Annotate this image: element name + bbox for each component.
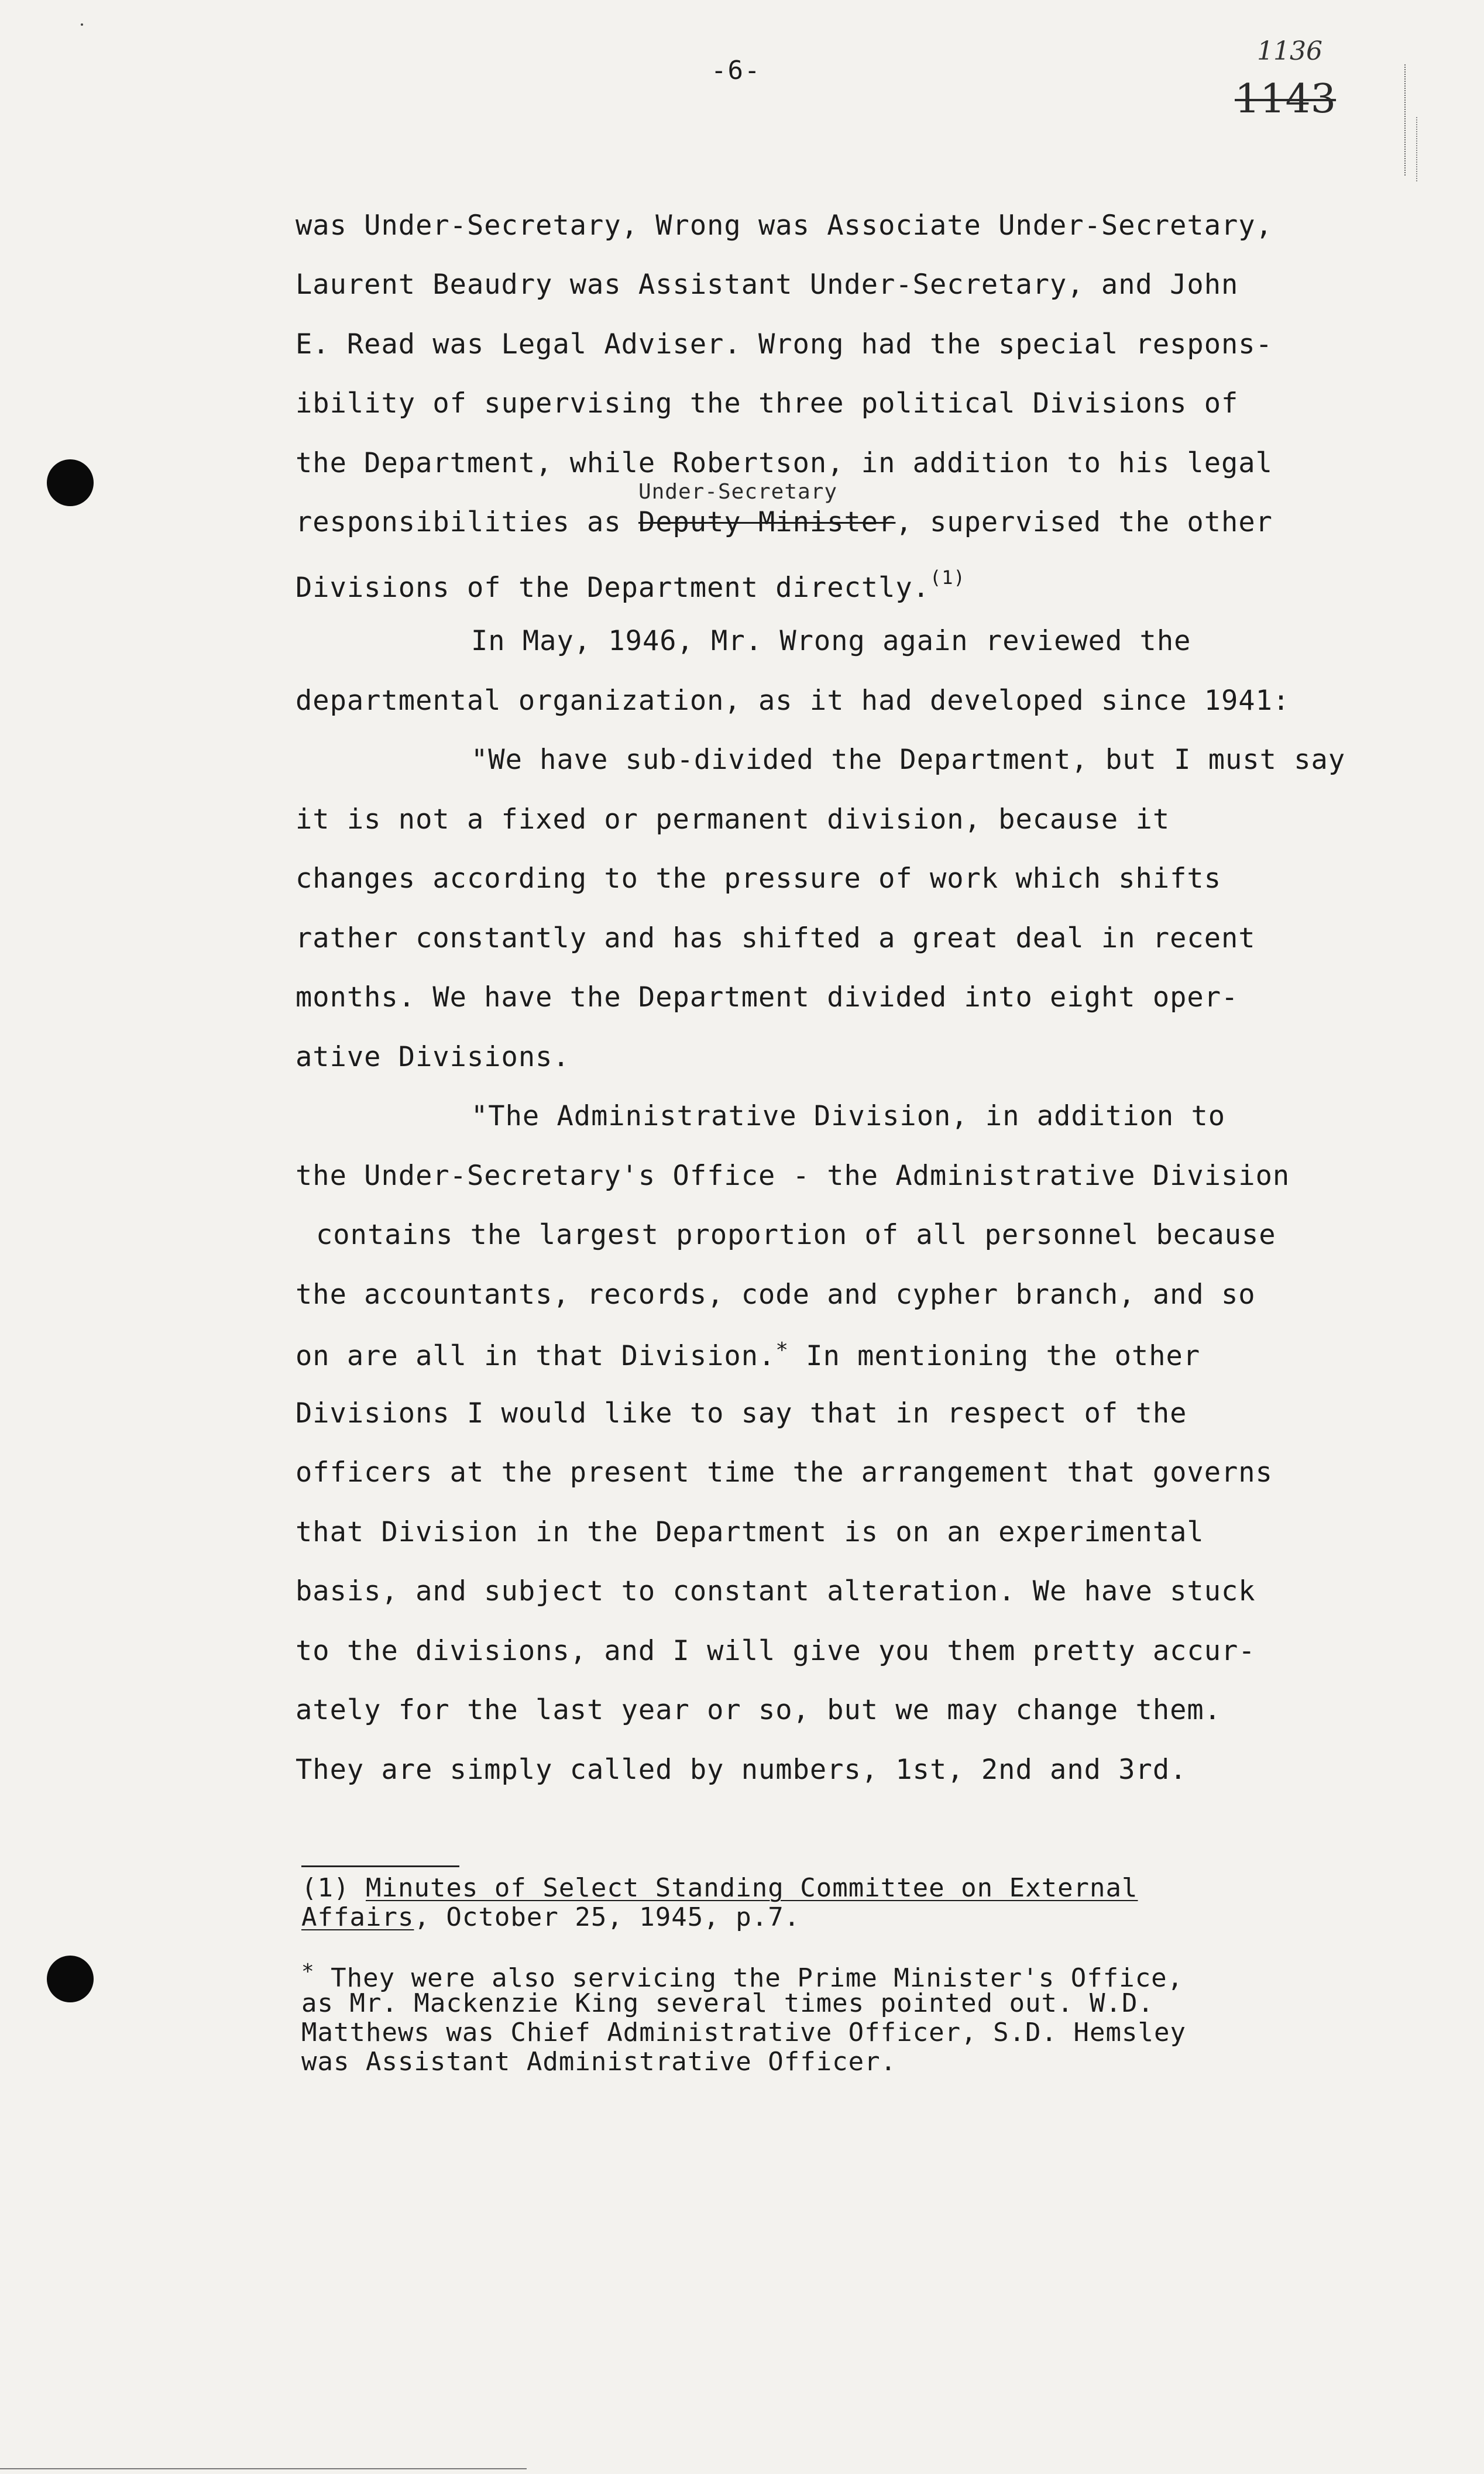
quote-line: months. We have the Department divided into eight oper-	[296, 981, 1239, 1013]
quote-line: changes according to the pressure of work which shifts	[296, 863, 1222, 895]
body-line: the Department, while Robertson, in addition to his legal	[296, 447, 1273, 479]
quote-line: to the divisions, and I will give you them pretty accur-	[296, 1635, 1256, 1667]
typed-correction	[638, 480, 896, 538]
footnote-1	[301, 1875, 1138, 1901]
line-text: Divisions of the Department directly.	[296, 572, 930, 604]
footnote-star-ref: *	[775, 1338, 789, 1362]
page-number: -6-	[711, 56, 761, 85]
quote-line: "The Administrative Division, in addition to	[471, 1100, 1226, 1132]
quote-line: officers at the present time the arrangement that governs	[296, 1456, 1273, 1489]
footnote-2-line: as Mr. Mackenzie King several times pointed out. W.D.	[301, 1988, 1154, 2018]
quote-line: "We have sub-divided the Department, but I must say	[471, 744, 1346, 776]
body-line: In May, 1946, Mr. Wrong again reviewed the	[471, 625, 1191, 657]
correction-text: Under-Secretary	[638, 480, 838, 504]
line-text: In mentioning the other	[789, 1340, 1201, 1372]
handwritten-page-number	[1235, 76, 1337, 122]
quote-line: the Under-Secretary's Office - the Administrative Division	[296, 1160, 1290, 1192]
line-text: on are all in that Division.	[296, 1340, 776, 1372]
quote-line: ately for the last year or so, but we may change them.	[296, 1694, 1222, 1726]
quote-line	[296, 1340, 1200, 1370]
footnote-rule	[301, 1865, 459, 1867]
bottom-edge-line	[0, 2468, 527, 2469]
footnote-text: They were also servicing the Prime Minister's Office,	[314, 1963, 1184, 1993]
quote-line: it is not a fixed or permanent division, because it	[296, 803, 1170, 836]
footnote-title: Affairs	[301, 1902, 414, 1932]
quote-line: rather constantly and has shifted a great deal in recent	[296, 922, 1256, 954]
edge-marks-secondary	[1416, 117, 1421, 181]
body-line-with-correction	[296, 480, 1273, 538]
line-text: , supervised the other	[895, 506, 1273, 538]
quote-line: the accountants, records, code and cypher branch, and so	[296, 1279, 1256, 1311]
footnote-2-line: was Assistant Administrative Officer.	[301, 2047, 897, 2077]
punch-hole-top	[47, 459, 94, 506]
handwritten-page-note: 1136	[1257, 36, 1322, 66]
footnote-star: *	[301, 1960, 315, 1984]
footnote-text: , October 25, 1945, p.7.	[414, 1902, 801, 1932]
quote-line: that Division in the Department is on an experimental	[296, 1516, 1204, 1548]
struck-text: Deputy Minister	[638, 506, 896, 538]
body-line: was Under-Secretary, Wrong was Associate Under-Secretary,	[296, 209, 1273, 242]
body-line: departmental organization, as it had developed since 1941:	[296, 685, 1290, 717]
body-line	[296, 568, 966, 602]
footnote-1-cont	[301, 1902, 801, 1932]
struck-page-number: 1143	[1235, 76, 1337, 122]
quote-line: contains the largest proportion of all personnel because	[316, 1219, 1276, 1251]
footnote-ref: (1)	[929, 566, 966, 589]
footnote-marker: (1)	[301, 1873, 350, 1903]
edge-marks	[1404, 64, 1410, 176]
line-text: responsibilities as	[296, 506, 638, 538]
body-line: E. Read was Legal Adviser. Wrong had the special respons-	[296, 328, 1273, 360]
footnote-2	[301, 1961, 1183, 1991]
quote-line: Divisions I would like to say that in respect of the	[296, 1397, 1187, 1430]
stray-mark	[81, 23, 83, 26]
quote-line: They are simply called by numbers, 1st, 2nd and 3rd.	[296, 1754, 1187, 1786]
body-line: ibility of supervising the three political Divisions of	[296, 387, 1239, 420]
quote-line: basis, and subject to constant alteration. We have stuck	[296, 1575, 1256, 1607]
footnote-2-line: Matthews was Chief Administrative Officer, S.D. Hemsley	[301, 2018, 1186, 2047]
body-line: Laurent Beaudry was Assistant Under-Secretary, and John	[296, 269, 1239, 301]
punch-hole-bottom	[47, 1956, 94, 2002]
quote-line: ative Divisions.	[296, 1041, 570, 1073]
footnote-title: Minutes of Select Standing Committee on External	[365, 1873, 1138, 1903]
